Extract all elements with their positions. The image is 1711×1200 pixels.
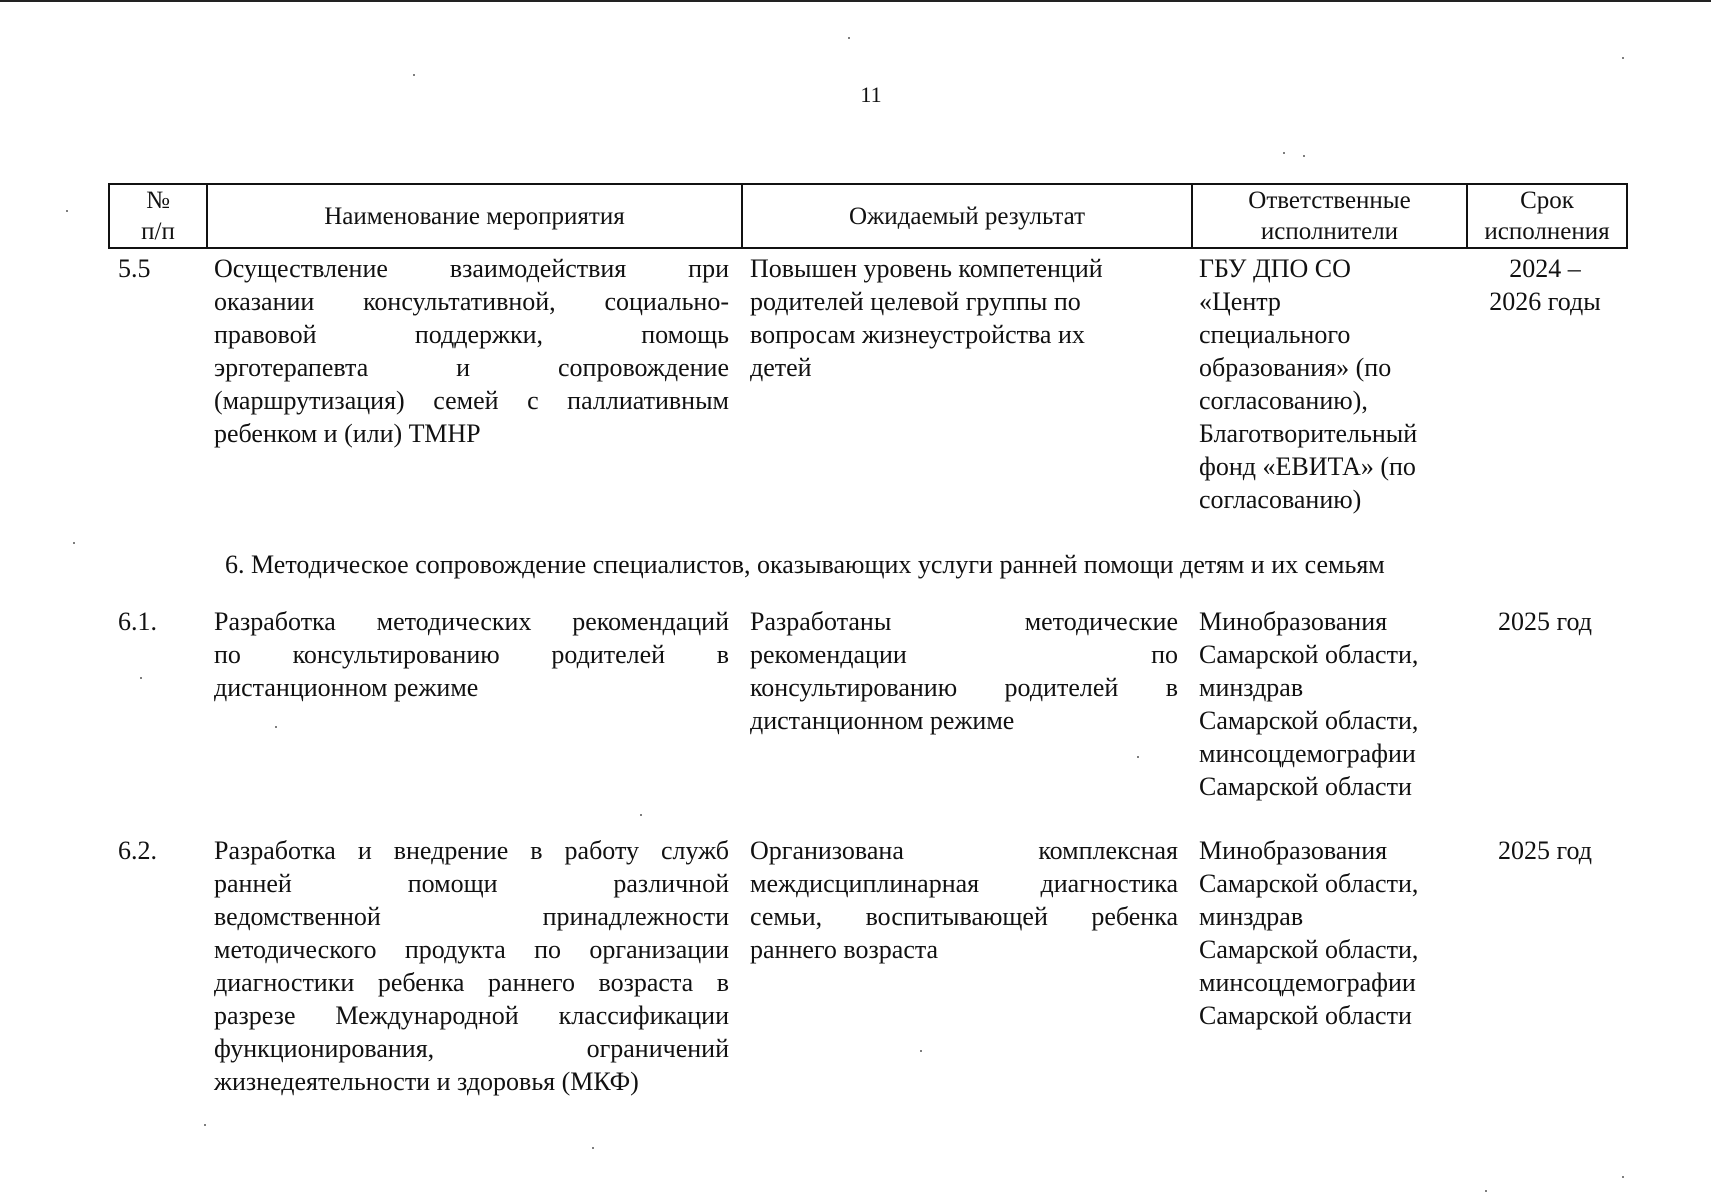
header-num-line-2: п/п [141,218,175,245]
row-number: 5.5 [118,254,151,283]
scan-speck [1622,1176,1624,1178]
activity-name-line: жизнедеятельности и здоровья (МКФ) [214,1067,639,1096]
activity-name-line: (маршрутизация) семей с паллиативным [214,386,729,415]
responsible-line: Минобразования [1199,607,1388,636]
execution-term-line: 2026 годы [1489,287,1601,316]
expected-result-line: дистанционном режиме [750,706,1015,735]
activity-name-line: правовой поддержки, помощь [214,320,729,349]
expected-result [750,252,1178,384]
activity-name-line: ребенком и (или) ТМНР [214,419,481,448]
responsible-line: Самарской области, [1199,640,1419,669]
header-responsible-line-1: Ответственные [1248,187,1411,214]
responsible-line: образования» (по [1199,353,1392,382]
responsible-executors [1199,252,1467,516]
responsible-executors [1199,834,1467,1032]
header-responsible [1192,184,1467,248]
responsible-line: минсоцдемографии [1199,968,1416,997]
expected-result-line: раннего возраста [750,935,939,964]
activity-name-line: по консультированию родителей в [214,640,729,669]
row-number: 6.1. [118,607,157,636]
scan-speck [1622,57,1624,59]
responsible-line: Самарской области [1199,1001,1412,1030]
expected-result-line: Разработаны методические [750,607,1178,636]
responsible-line: фонд «ЕВИТА» (по [1199,452,1416,481]
row-number: 6.2. [118,836,157,865]
header-name: Наименование мероприятия [207,184,742,248]
responsible-line: согласованию) [1199,485,1362,514]
execution-term [1475,252,1615,318]
header-num-line-1: № [146,187,170,214]
header-term-line-1: Срок [1520,187,1574,214]
expected-result-line: рекомендации по [750,640,1178,669]
scan-speck [413,74,415,76]
activity-name-line: разрезе Международной классификации [214,1001,729,1030]
execution-term [1475,605,1615,638]
responsible-line: Самарской области, [1199,869,1419,898]
activity-name-line: Разработка и внедрение в работу служб [214,836,729,865]
activity-name-line: оказании консультативной, социально- [214,287,729,316]
responsible-executors [1199,605,1467,803]
header-responsible-line-2: исполнители [1260,218,1399,245]
execution-term [1475,834,1615,867]
responsible-line: минздрав [1199,673,1304,702]
responsible-line: Минобразования [1199,836,1388,865]
responsible-line: Самарской области [1199,772,1412,801]
scan-speck [275,726,277,728]
activity-name-line: ведомственной принадлежности [214,902,729,931]
expected-result-line: междисциплинарная диагностика [750,869,1178,898]
scan-speck [640,814,642,816]
scan-speck [1283,152,1285,154]
responsible-line: минздрав [1199,902,1304,931]
header-term [1467,184,1627,248]
expected-result-line: родителей целевой группы по [750,287,1081,316]
expected-result [750,834,1178,966]
activity-name [214,834,729,1098]
activity-name-line: методического продукта по организации [214,935,729,964]
scan-speck [66,210,68,212]
expected-result-line: Повышен уровень компетенций [750,254,1103,283]
responsible-line: Благотворительный [1199,419,1418,448]
responsible-line: ГБУ ДПО СО [1199,254,1351,283]
expected-result-line: детей [750,353,812,382]
activity-name [214,605,729,704]
execution-term-line: 2025 год [1498,607,1592,636]
scan-speck [592,1147,594,1149]
responsible-line: специального [1199,320,1351,349]
activity-name-line: дистанционном режиме [214,673,479,702]
scan-speck [848,37,850,39]
activity-name-line: Разработка методических рекомендаций [214,607,729,636]
page-number: 11 [860,82,882,107]
activity-name-line: Осуществление взаимодействия при [214,254,729,283]
responsible-line: согласованию), [1199,386,1368,415]
expected-result-line: Организована комплексная [750,836,1178,865]
expected-result-line: семьи, воспитывающей ребенка [750,902,1178,931]
activity-name-line: функционирования, ограничений [214,1034,729,1063]
responsible-line: «Центр [1199,287,1281,316]
expected-result-line: вопросам жизнеустройства их [750,320,1085,349]
activity-name [214,252,729,450]
scan-speck [1137,756,1139,758]
header-num [109,184,207,248]
table-header [108,183,1628,249]
scan-speck [73,542,75,544]
header-result: Ожидаемый результат [742,184,1192,248]
scan-speck [1303,155,1305,157]
header-term-line-2: исполнения [1484,218,1610,245]
scan-speck [140,677,142,679]
activity-name-line: ранней помощи различной [214,869,729,898]
activity-name-line: эрготерапевта и сопровождение [214,353,729,382]
scan-speck [1485,1190,1487,1192]
scan-speck [920,1050,922,1052]
execution-term-line: 2024 – [1509,254,1581,283]
execution-term-line: 2025 год [1498,836,1592,865]
responsible-line: Самарской области, [1199,935,1419,964]
scan-speck [204,1124,206,1126]
responsible-line: минсоцдемографии [1199,739,1416,768]
activity-name-line: диагностики ребенка раннего возраста в [214,968,729,997]
section-title: 6. Методическое сопровождение специалистов, оказывающих услуги ранней помощи детям и их семьям [225,550,1385,579]
expected-result-line: консультированию родителей в [750,673,1178,702]
expected-result [750,605,1178,737]
responsible-line: Самарской области, [1199,706,1419,735]
